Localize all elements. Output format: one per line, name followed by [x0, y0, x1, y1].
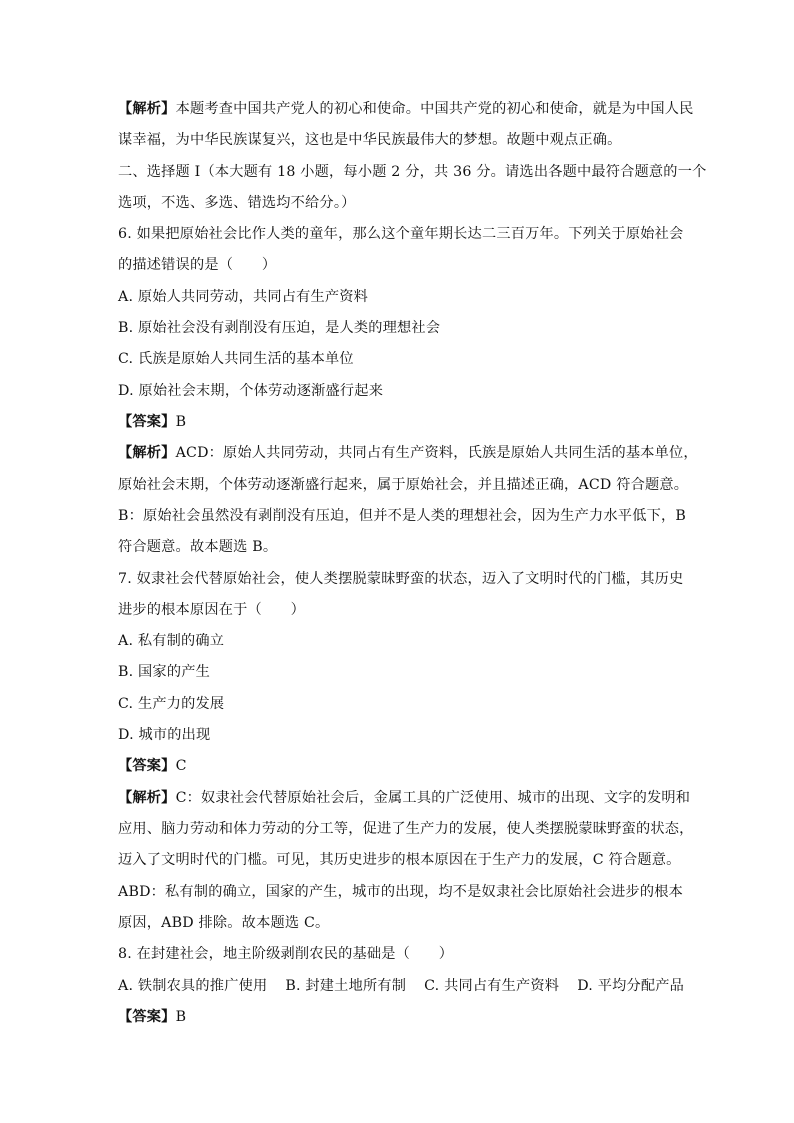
line-text: 二、选择题 I（本大题有 18 小题，每小题 2 分，共 36 分。请选出各题中最符合题意的一个	[118, 164, 707, 180]
line-text: A. 私有制的确立	[118, 633, 225, 649]
line-text: 的描述错误的是（ ）	[118, 257, 277, 273]
answer-tag: 【答案】	[118, 1009, 176, 1025]
line-text: D. 原始社会末期，个体劳动逐渐盛行起来	[118, 383, 384, 399]
text-line	[118, 412, 688, 432]
text-line	[118, 99, 694, 119]
text-line	[118, 193, 688, 213]
text-line	[118, 756, 688, 776]
line-text: ACD：原始人共同劳动，共同占有生产资料，氏族是原始人共同生活的基本单位，	[175, 445, 698, 461]
section-tag: 【答案】	[118, 414, 176, 430]
line-text: ABD：私有制的确立，国家的产生，城市的出现，均不是奴隶社会比原始社会进步的根本	[118, 884, 683, 900]
line-text: C：奴隶社会代替原始社会后，金属工具的广泛使用、城市的出现、文字的发明和	[175, 790, 691, 806]
text-line	[118, 944, 688, 964]
text-line	[118, 913, 688, 933]
line-text: 原始社会末期，个体劳动逐渐盛行起来，属于原始社会，并且描述正确，ACD 符合题意。	[118, 477, 689, 493]
line-text: 迈入了文明时代的门槛。可见，其历史进步的根本原因在于生产力的发展，C 符合题意。	[118, 852, 681, 868]
line-text: A. 原始人共同劳动，共同占有生产资料	[118, 289, 369, 305]
line-text: C	[175, 758, 187, 774]
q8-option-a: A. 铁制农具的推广使用	[118, 978, 268, 994]
q8-option-d: D. 平均分配产品	[577, 978, 685, 994]
text-line	[118, 349, 688, 369]
text-line	[118, 694, 688, 714]
text-line	[118, 475, 688, 495]
line-text: 本题考查中国共产党人的初心和使命。中国共产党的初心和使命，就是为中国人民	[175, 101, 694, 117]
line-text: B. 原始社会没有剥削没有压迫，是人类的理想社会	[118, 320, 441, 336]
text-line	[118, 725, 688, 745]
line-text: C. 氏族是原始人共同生活的基本单位	[118, 351, 354, 367]
section-tag: 【解析】	[118, 790, 176, 806]
q8-option-b: B. 封建土地所有制	[285, 978, 407, 994]
text-line	[118, 506, 688, 526]
text-line	[118, 882, 688, 902]
text-line	[118, 819, 694, 839]
line-text: 应用、脑力劳动和体力劳动的分工等，促进了生产力的发展，使人类摆脱蒙昧野蛮的状态，	[118, 821, 694, 837]
line-text: B：原始社会虽然没有剥削没有压迫，但并不是人类的理想社会，因为生产力水平低下，B	[118, 508, 686, 524]
answer-text: B	[175, 1009, 187, 1025]
line-text: 原因，ABD 排除。故本题选 C。	[118, 915, 330, 931]
section-tag: 【答案】	[118, 758, 176, 774]
section-tag: 【解析】	[118, 101, 176, 117]
q8-option-c: C. 共同占有生产资料	[424, 978, 560, 994]
text-line	[118, 130, 688, 150]
line-text: D. 城市的出现	[118, 727, 211, 743]
text-line	[118, 381, 688, 401]
line-text: 8. 在封建社会，地主阶级剥削农民的基础是（ ）	[118, 946, 454, 962]
text-line	[118, 631, 688, 651]
q8-answer-line	[118, 1007, 688, 1027]
line-text: B	[175, 414, 187, 430]
text-line	[118, 662, 688, 682]
line-text: 7. 奴隶社会代替原始社会，使人类摆脱蒙昧野蛮的状态，迈入了文明时代的门槛，其历史	[118, 571, 684, 587]
text-line	[118, 318, 688, 338]
line-text: 谋幸福，为中华民族谋复兴，这也是中华民族最伟大的梦想。故题中观点正确。	[118, 132, 622, 148]
text-line	[118, 287, 688, 307]
line-text: B. 国家的产生	[118, 664, 210, 680]
text-line	[118, 850, 688, 870]
q8-options-row	[118, 976, 688, 996]
line-text: C. 生产力的发展	[118, 696, 225, 712]
section-tag: 【解析】	[118, 445, 176, 461]
line-text: 进步的根本原因在于（ ）	[118, 602, 306, 618]
text-line	[118, 162, 707, 182]
line-text: 符合题意。故本题选 B。	[118, 539, 278, 555]
line-text: 6. 如果把原始社会比作人类的童年，那么这个童年期长达二三百万年。下列关于原始社会	[118, 226, 684, 242]
text-line	[118, 569, 688, 589]
line-text: 选项，不选、多选、错选均不给分。）	[118, 195, 356, 211]
text-line	[118, 788, 691, 808]
text-line	[118, 537, 688, 557]
text-line	[118, 600, 688, 620]
text-line	[118, 224, 688, 244]
text-line	[118, 443, 698, 463]
text-line	[118, 255, 688, 275]
